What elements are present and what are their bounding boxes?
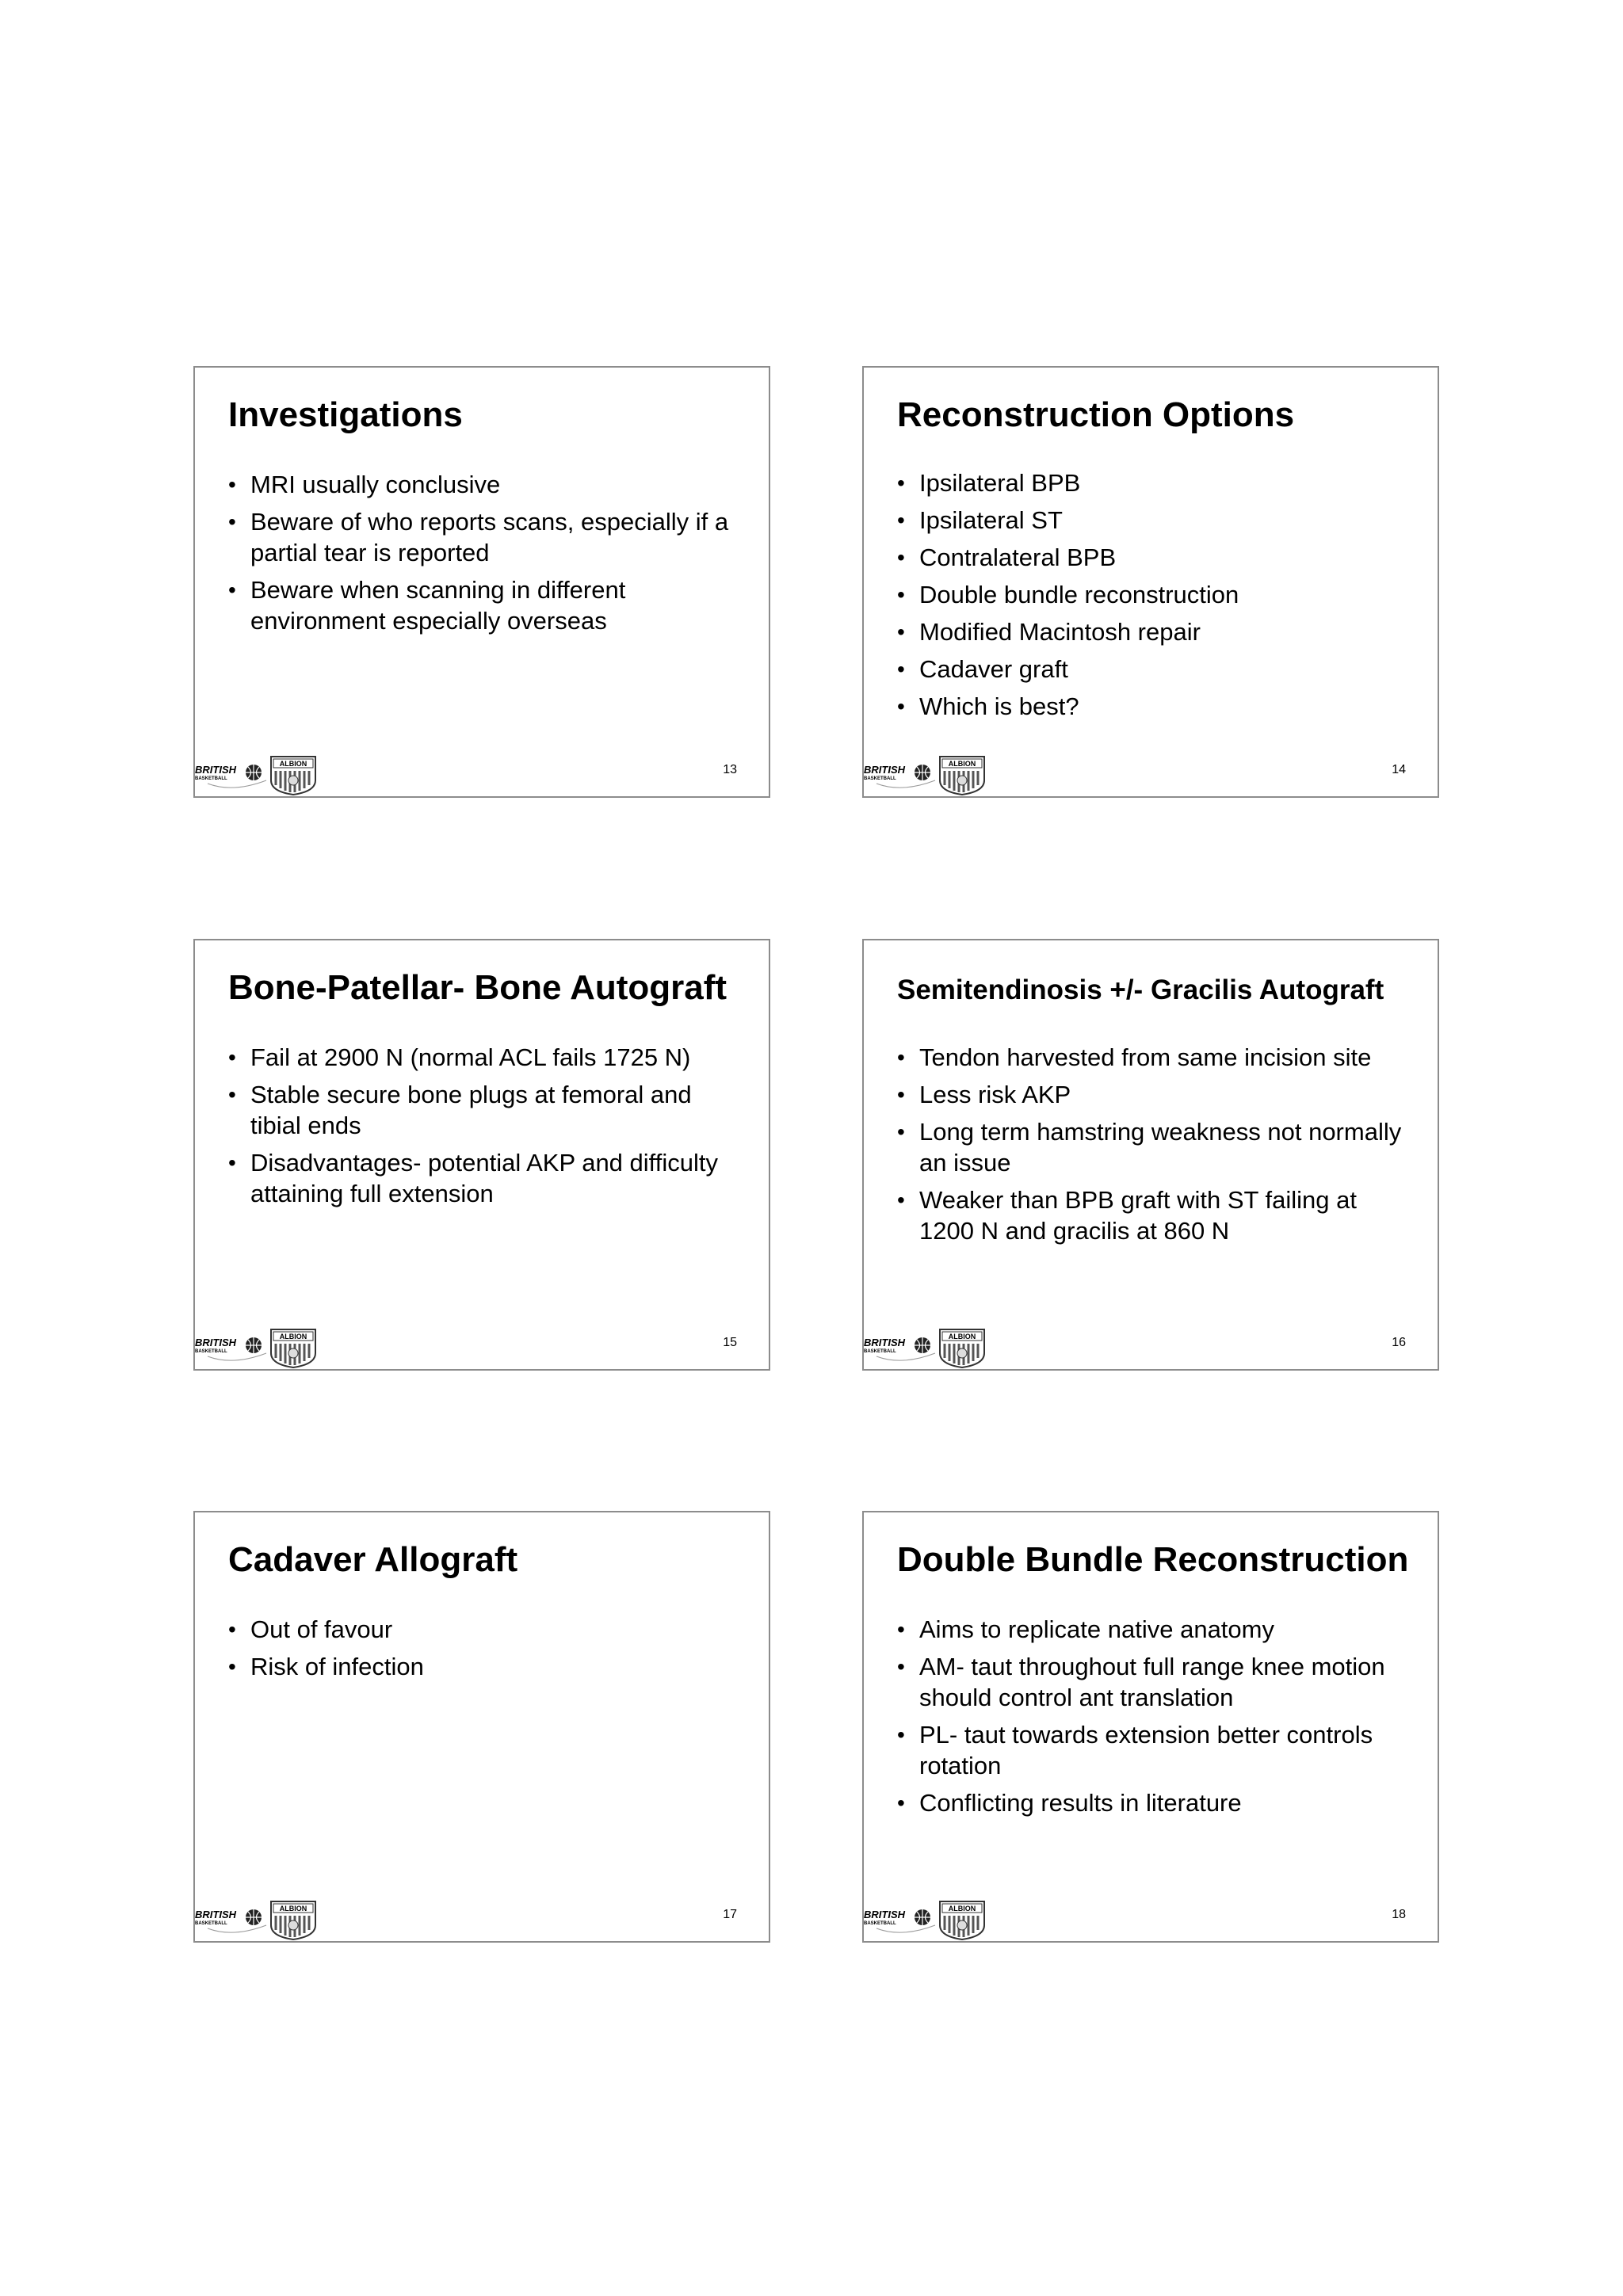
- bullet-item: • Long term hamstring weakness not normally an issue: [897, 1118, 1402, 1177]
- svg-text:ALBION: ALBION: [948, 1905, 976, 1913]
- bullet-list: [897, 467, 1414, 728]
- slide-number: 13: [723, 763, 737, 776]
- bullet-list: [897, 1042, 1414, 1253]
- bullet-icon: •: [897, 657, 905, 681]
- albion-crest-logo: [271, 757, 315, 795]
- footer-logos: [862, 749, 997, 796]
- albion-crest-logo: [271, 1901, 315, 1939]
- footer-logos: [193, 749, 328, 796]
- slide-16: [862, 939, 1439, 1371]
- bullet-item: • MRI usually conclusive: [228, 471, 501, 498]
- bullet-icon: •: [897, 508, 905, 532]
- slide-number: 16: [1392, 1336, 1406, 1349]
- bullet-list: [228, 469, 745, 643]
- bullet-icon: •: [897, 545, 905, 570]
- bullet-icon: •: [897, 1119, 905, 1144]
- footer-logos: [193, 1894, 328, 1941]
- albion-crest-logo: [271, 1329, 315, 1367]
- svg-text:ALBION: ALBION: [948, 1333, 976, 1341]
- bullet-icon: •: [897, 1188, 905, 1212]
- bullet-item: • Less risk AKP: [897, 1081, 1071, 1108]
- bullet-icon: •: [228, 472, 236, 497]
- bullet-icon: •: [897, 1617, 905, 1642]
- svg-text:BRITISH: BRITISH: [195, 1909, 236, 1920]
- slide-number: 15: [723, 1336, 737, 1349]
- svg-text:BASKETBALL: BASKETBALL: [864, 776, 896, 781]
- british-basketball-logo: [864, 1337, 935, 1360]
- albion-crest-logo: [940, 1901, 984, 1939]
- bullet-item: • Aims to replicate native anatomy: [897, 1615, 1274, 1643]
- albion-crest-logo: [940, 757, 984, 795]
- svg-text:BASKETBALL: BASKETBALL: [195, 1921, 227, 1926]
- bullet-icon: •: [897, 1791, 905, 1815]
- bullet-item: • Stable secure bone plugs at femoral and tibial ends: [228, 1081, 692, 1139]
- slide-15: [193, 939, 770, 1371]
- bullet-item: • Ipsilateral ST: [897, 506, 1063, 534]
- bullet-item: • Ipsilateral BPB: [897, 469, 1081, 497]
- footer-logos: [862, 1894, 997, 1941]
- slide-title: Investigations: [228, 395, 463, 434]
- slide-number: 14: [1392, 763, 1406, 776]
- bullet-icon: •: [228, 509, 236, 534]
- british-basketball-logo: [195, 764, 266, 788]
- bullet-icon: •: [897, 694, 905, 719]
- svg-text:BRITISH: BRITISH: [864, 764, 905, 776]
- bullet-item: • Tendon harvested from same incision site: [897, 1043, 1372, 1071]
- bullet-item: • Which is best?: [897, 692, 1079, 720]
- bullet-item: • Conflicting results in literature: [897, 1789, 1242, 1817]
- bullet-item: • Disadvantages- potential AKP and difficulty attaining full extension: [228, 1149, 718, 1207]
- footer-logos: [862, 1322, 997, 1369]
- slide-title: Bone-Patellar- Bone Autograft: [228, 968, 727, 1007]
- svg-text:BASKETBALL: BASKETBALL: [864, 1921, 896, 1926]
- svg-text:ALBION: ALBION: [948, 760, 976, 768]
- svg-text:ALBION: ALBION: [279, 1905, 307, 1913]
- slide-14: [862, 366, 1439, 798]
- bullet-icon: •: [228, 1045, 236, 1070]
- bullet-item: • PL- taut towards extension better controls rotation: [897, 1721, 1373, 1779]
- svg-text:BASKETBALL: BASKETBALL: [195, 776, 227, 781]
- bullet-item: • Risk of infection: [228, 1653, 424, 1680]
- bullet-item: • Double bundle reconstruction: [897, 581, 1239, 608]
- bullet-item: • Contralateral BPB: [897, 543, 1117, 571]
- svg-text:BRITISH: BRITISH: [864, 1337, 905, 1348]
- slide-title: Reconstruction Options: [897, 395, 1295, 434]
- svg-text:BRITISH: BRITISH: [195, 1337, 236, 1348]
- footer-logos: [193, 1322, 328, 1369]
- svg-text:BRITISH: BRITISH: [195, 764, 236, 776]
- svg-text:BRITISH: BRITISH: [864, 1909, 905, 1920]
- slide-13: [193, 366, 770, 798]
- bullet-item: • AM- taut throughout full range knee motion should control ant translation: [897, 1653, 1385, 1711]
- slide-number: 17: [723, 1908, 737, 1921]
- bullet-icon: •: [228, 1617, 236, 1642]
- bullet-icon: •: [228, 1654, 236, 1679]
- bullet-item: • Beware when scanning in different environment especially overseas: [228, 576, 626, 635]
- slide-number: 18: [1392, 1908, 1406, 1921]
- svg-text:ALBION: ALBION: [279, 760, 307, 768]
- bullet-icon: •: [897, 1082, 905, 1107]
- bullet-item: • Cadaver graft: [897, 655, 1068, 683]
- bullet-icon: •: [897, 1045, 905, 1070]
- bullet-icon: •: [228, 1150, 236, 1175]
- british-basketball-logo: [864, 764, 935, 788]
- bullet-icon: •: [897, 1722, 905, 1747]
- slide-title: Semitendinosis +/- Gracilis Autograft: [897, 974, 1384, 1005]
- bullet-list: [228, 1042, 745, 1215]
- bullet-item: • Beware of who reports scans, especially if a partial tear is reported: [228, 508, 729, 566]
- bullet-item: • Modified Macintosh repair: [897, 618, 1201, 646]
- bullet-icon: •: [228, 1082, 236, 1107]
- albion-crest-logo: [940, 1329, 984, 1367]
- bullet-item: • Out of favour: [228, 1615, 393, 1643]
- bullet-icon: •: [897, 1654, 905, 1679]
- bullet-item: • Weaker than BPB graft with ST failing at 1200 N and gracilis at 860 N: [897, 1186, 1357, 1245]
- bullet-icon: •: [228, 578, 236, 602]
- slide-title: Cadaver Allograft: [228, 1540, 518, 1579]
- bullet-icon: •: [897, 471, 905, 495]
- british-basketball-logo: [195, 1337, 266, 1360]
- svg-text:BASKETBALL: BASKETBALL: [195, 1349, 227, 1354]
- slide-18: [862, 1511, 1439, 1943]
- svg-text:BASKETBALL: BASKETBALL: [864, 1349, 896, 1354]
- slide-17: [193, 1511, 770, 1943]
- british-basketball-logo: [195, 1909, 266, 1932]
- bullet-item: • Fail at 2900 N (normal ACL fails 1725 N): [228, 1043, 691, 1071]
- slide-title: Double Bundle Reconstruction: [897, 1540, 1409, 1579]
- bullet-list: [228, 1614, 745, 1688]
- svg-text:ALBION: ALBION: [279, 1333, 307, 1341]
- bullet-icon: •: [897, 582, 905, 607]
- british-basketball-logo: [864, 1909, 935, 1932]
- bullet-icon: •: [897, 620, 905, 644]
- bullet-list: [897, 1614, 1414, 1825]
